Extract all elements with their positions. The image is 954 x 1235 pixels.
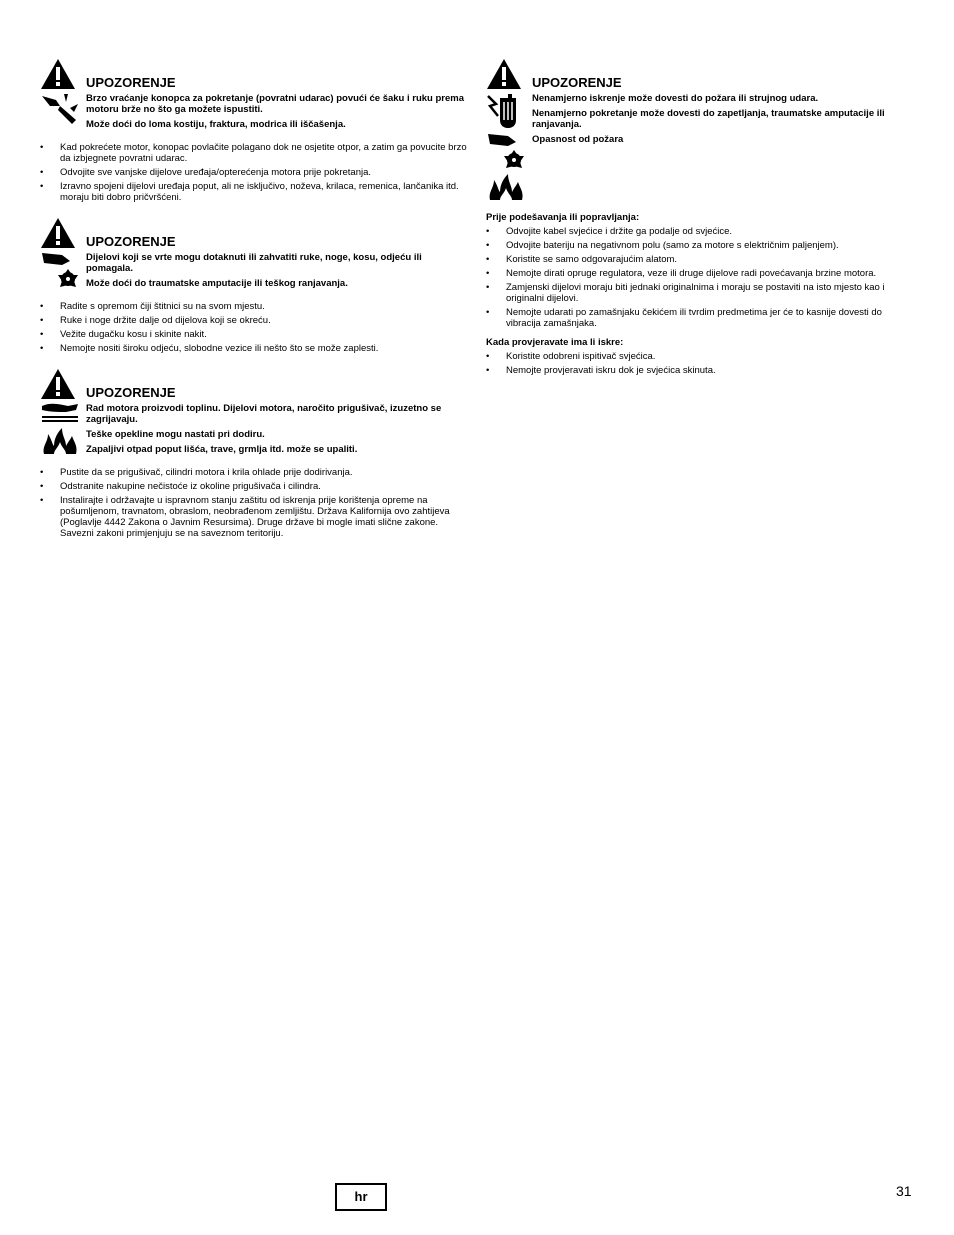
warning-triangle-icon xyxy=(40,58,76,90)
bullet-list xyxy=(40,301,470,354)
warning-line: Teške opekline mogu nastati pri dodiru. xyxy=(86,429,265,440)
list-item: • Odvojite sve vanjske dijelove uređaja/opterećenja motora prije pokretanja. xyxy=(40,167,470,178)
bullet-list xyxy=(486,226,916,329)
list-item: • Nemojte provjeravati iskru dok je svjećica skinuta. xyxy=(486,365,916,376)
fire-icon xyxy=(40,424,80,456)
list-item: • Odvojite kabel svjećice i držite ga podalje od svjećice. xyxy=(486,226,916,237)
spark-check-heading: Kada provjeravate ima li iskre: xyxy=(486,337,624,348)
list-item: • Koristite odobreni ispitivač svjećica. xyxy=(486,351,916,362)
warning-rotating-parts xyxy=(40,217,470,354)
list-item: • Pustite da se prigušivač, cilindri motora i krila ohlade prije dodirivanja. xyxy=(40,467,470,478)
rotating-parts-icon xyxy=(40,249,80,289)
list-item: • Odstranite nakupine nečistoće iz okoline prigušivača i cilindra. xyxy=(40,481,470,492)
warning-header xyxy=(486,58,916,202)
list-item: • Koristite se samo odgovarajućim alatom. xyxy=(486,254,916,265)
electric-shock-icon xyxy=(486,90,526,130)
bullet-list xyxy=(486,351,916,376)
language-badge: hr xyxy=(335,1183,387,1211)
warning-line: Nenamjerno iskrenje može dovesti do požara ili strujnog udara. xyxy=(532,93,819,104)
list-item: • Izravno spojeni dijelovi uređaja poput, ali ne isključivo, noževa, krilaca, remenica, lančanika itd. moraju biti dobro pričvršćeni. xyxy=(40,181,470,203)
list-item: • Odvojite bateriju na negativnom polu (samo za motore s električnim paljenjem). xyxy=(486,240,916,251)
before-adjust-heading: Prije podešavanja ili popravljanja: xyxy=(486,212,640,223)
warning-icons xyxy=(40,217,86,293)
warning-title: UPOZORENJE xyxy=(86,234,176,249)
list-item: • Instalirajte i održavajte u ispravnom stanju zaštitu od iskrenja prije korištenja opreme na pošumljenom, travnatom, obraslom, neobrađenom zemljištu. Država Kalifornija ovo zahtijeva (Poglavlje 4442 Zakona o Javnim Resursima). Druge države bi mogle imati slične zakone. Savezni zakoni primjenjuju se na saveznom teritoriju. xyxy=(40,495,470,539)
list-item: • Nemojte nositi široku odjeću, slobodne vezice ili nešto što se može zaplesti. xyxy=(40,343,470,354)
bullet-list xyxy=(40,142,470,203)
warning-triangle-icon xyxy=(40,217,76,249)
warning-line: Opasnost od požara xyxy=(532,134,624,145)
list-item: • Radite s opremom čiji štitnici su na svom mjestu. xyxy=(40,301,470,312)
warning-icons xyxy=(40,58,86,134)
list-item: • Ruke i noge držite dalje od dijelova koji se okreću. xyxy=(40,315,470,326)
warning-line: Rad motora proizvodi toplinu. Dijelovi motora, naročito prigušivač, izuzetno se zagrijavaju. xyxy=(86,403,442,425)
right-column xyxy=(486,58,916,390)
warning-text xyxy=(86,217,470,293)
warning-line: Može doći do traumatske amputacije ili teškog ranjavanja. xyxy=(86,278,348,289)
warning-heat xyxy=(40,368,470,539)
bullet-list xyxy=(40,467,470,539)
warning-line: Brzo vraćanje konopca za pokretanje (povratni udarac) povući će šaku i ruku prema motoru brže no što ga možete ispustiti. xyxy=(86,93,465,115)
warning-text xyxy=(86,58,470,134)
warning-line: Dijelovi koji se vrte mogu dotaknuti ili zahvatiti ruke, noge, kosu, odjeću ili pomagala. xyxy=(86,252,422,274)
warning-line: Može doći do loma kostiju, fraktura, modrica ili iščašenja. xyxy=(86,119,346,130)
rotating-parts-icon xyxy=(486,130,526,170)
warning-icons xyxy=(486,58,532,202)
warning-text xyxy=(86,368,470,459)
warning-header xyxy=(40,368,470,459)
warning-title: UPOZORENJE xyxy=(86,385,176,400)
warning-header xyxy=(40,217,470,293)
warning-sparking xyxy=(486,58,916,202)
kickback-hand-icon xyxy=(40,90,80,130)
warning-header xyxy=(40,58,470,134)
warning-line: Nenamjerno pokretanje može dovesti do zapetljanja, traumatske amputacije ili ranjavanja. xyxy=(532,108,885,130)
page-number: 31 xyxy=(896,1183,912,1199)
left-column xyxy=(40,58,470,553)
warning-icons xyxy=(40,368,86,459)
warning-text xyxy=(532,58,916,202)
list-item: • Vežite dugačku kosu i skinite nakit. xyxy=(40,329,470,340)
list-item: • Zamjenski dijelovi moraju biti jednaki originalnima i moraju se postaviti na isto mjesto kao i originalni dijelovi. xyxy=(486,282,916,304)
warning-line: Zapaljivi otpad poput lišća, trave, grmlja itd. može se upaliti. xyxy=(86,444,358,455)
warning-kickback xyxy=(40,58,470,203)
list-item: • Nemojte dirati opruge regulatora, veze ili druge dijelove radi povećavanja brzine motora. xyxy=(486,268,916,279)
warning-title: UPOZORENJE xyxy=(86,75,176,90)
warning-title: UPOZORENJE xyxy=(532,75,622,90)
warning-triangle-icon xyxy=(40,368,76,400)
list-item: • Kad pokrećete motor, konopac povlačite polagano dok ne osjetite otpor, a zatim ga povucite brzo da izbjegnete povratni udarac. xyxy=(40,142,470,164)
list-item: • Nemojte udarati po zamašnjaku čekićem ili tvrdim predmetima jer će to kasnije dovesti do vibracija zamašnjaka. xyxy=(486,307,916,329)
warning-triangle-icon xyxy=(486,58,522,90)
fire-icon xyxy=(486,170,526,202)
hot-surface-icon xyxy=(40,400,80,424)
